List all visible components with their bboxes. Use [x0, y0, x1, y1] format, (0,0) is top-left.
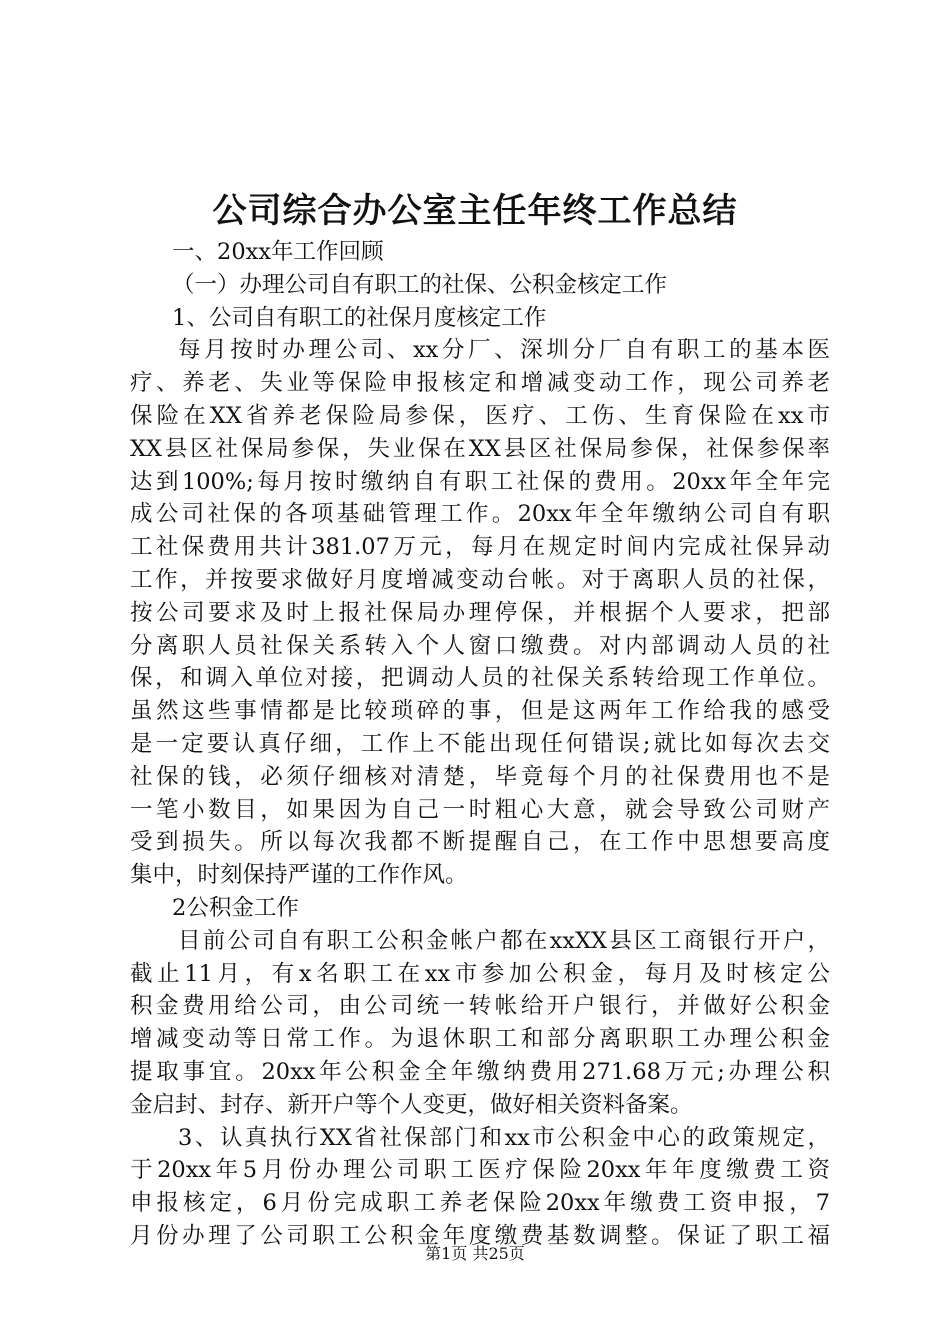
paragraph-line: 受到损失。所以每次我都不断提醒自己，在工作中思想要高度 [130, 829, 830, 856]
paragraph-line: 按公司要求及时上报社保局办理停保，并根据个人要求，把部 [130, 599, 830, 626]
page-footer: 第1页 共25页 [425, 1244, 525, 1263]
paragraph-line: 于20xx年5月份办理公司职工医疗保险20xx年年度缴费工资 [130, 1157, 830, 1184]
document-title: 公司综合办公室主任年终工作总结 [212, 191, 738, 231]
paragraph-line: 积金费用给公司，由公司统一转帐给开户银行，并做好公积金 [130, 993, 830, 1020]
section-heading: 一、20xx年工作回顾 [172, 239, 384, 265]
paragraph-line: 保，和调入单位对接，把调动人员的社保关系转给现工作单位。 [130, 665, 830, 692]
paragraph-line: 每月按时办理公司、xx分厂、深圳分厂自有职工的基本医 [178, 337, 830, 364]
paragraph-line: 虽然这些事情都是比较琐碎的事，但是这两年工作给我的感受 [130, 698, 830, 725]
paragraph-line: 分离职人员社保关系转入个人窗口缴费。对内部调动人员的社 [130, 632, 830, 659]
paragraph-line: 金启封、封存、新开户等个人变更，做好相关资料备案。 [130, 1091, 693, 1118]
paragraph-line: 目前公司自有职工公积金帐户都在xxXX县区工商银行开户， [178, 927, 830, 954]
paragraph-line: 达到100%;每月按时缴纳自有职工社保的费用。20xx年全年完 [130, 468, 830, 495]
paragraph-line: 提取事宜。20xx年公积金全年缴纳费用271.68万元;办理公积 [130, 1058, 830, 1085]
item-heading: 1、公司自有职工的社保月度核定工作 [172, 304, 547, 331]
paragraph-line: 集中，时刻保持严谨的工作作风。 [130, 862, 468, 889]
paragraph-line: 是一定要认真仔细，工作上不能出现任何错误;就比如每次去交 [130, 730, 830, 757]
paragraph-line: 工作，并按要求做好月度增减变动台帐。对于离职人员的社保， [130, 566, 830, 593]
paragraph-line: 一笔小数目，如果因为自己一时粗心大意，就会导致公司财产 [130, 796, 830, 823]
paragraph-line: 3、认真执行XX省社保部门和xx市公积金中心的政策规定， [178, 1124, 830, 1151]
document-body [130, 236, 830, 1253]
paragraph-line: 疗、养老、失业等保险申报核定和增减变动工作，现公司养老 [130, 370, 830, 397]
paragraph-line: 月份办理了公司职工公积金年度缴费基数调整。保证了职工福 [130, 1222, 830, 1249]
subsection-heading: （一）办理公司自有职工的社保、公积金核定工作 [172, 271, 668, 298]
paragraph-line: 工社保费用共计381.07万元，每月在规定时间内完成社保异动 [130, 534, 830, 561]
paragraph-line: 申报核定，6月份完成职工养老保险20xx年缴费工资申报，7 [130, 1190, 830, 1217]
paragraph-line: 成公司社保的各项基础管理工作。20xx年全年缴纳公司自有职 [130, 501, 830, 528]
paragraph-line: XX县区社保局参保，失业保在XX县区社保局参保，社保参保率 [130, 435, 830, 462]
paragraph-line: 截止11月，有x名职工在xx市参加公积金，每月及时核定公 [130, 960, 830, 987]
paragraph-line: 增减变动等日常工作。为退休职工和部分离职职工办理公积金 [130, 1026, 830, 1053]
paragraph-line: 保险在XX省养老保险局参保，医疗、工伤、生育保险在xx市 [130, 402, 830, 429]
item-heading: 2公积金工作 [172, 894, 299, 921]
paragraph-line: 社保的钱，必须仔细核对清楚，毕竟每个月的社保费用也不是 [130, 763, 830, 790]
